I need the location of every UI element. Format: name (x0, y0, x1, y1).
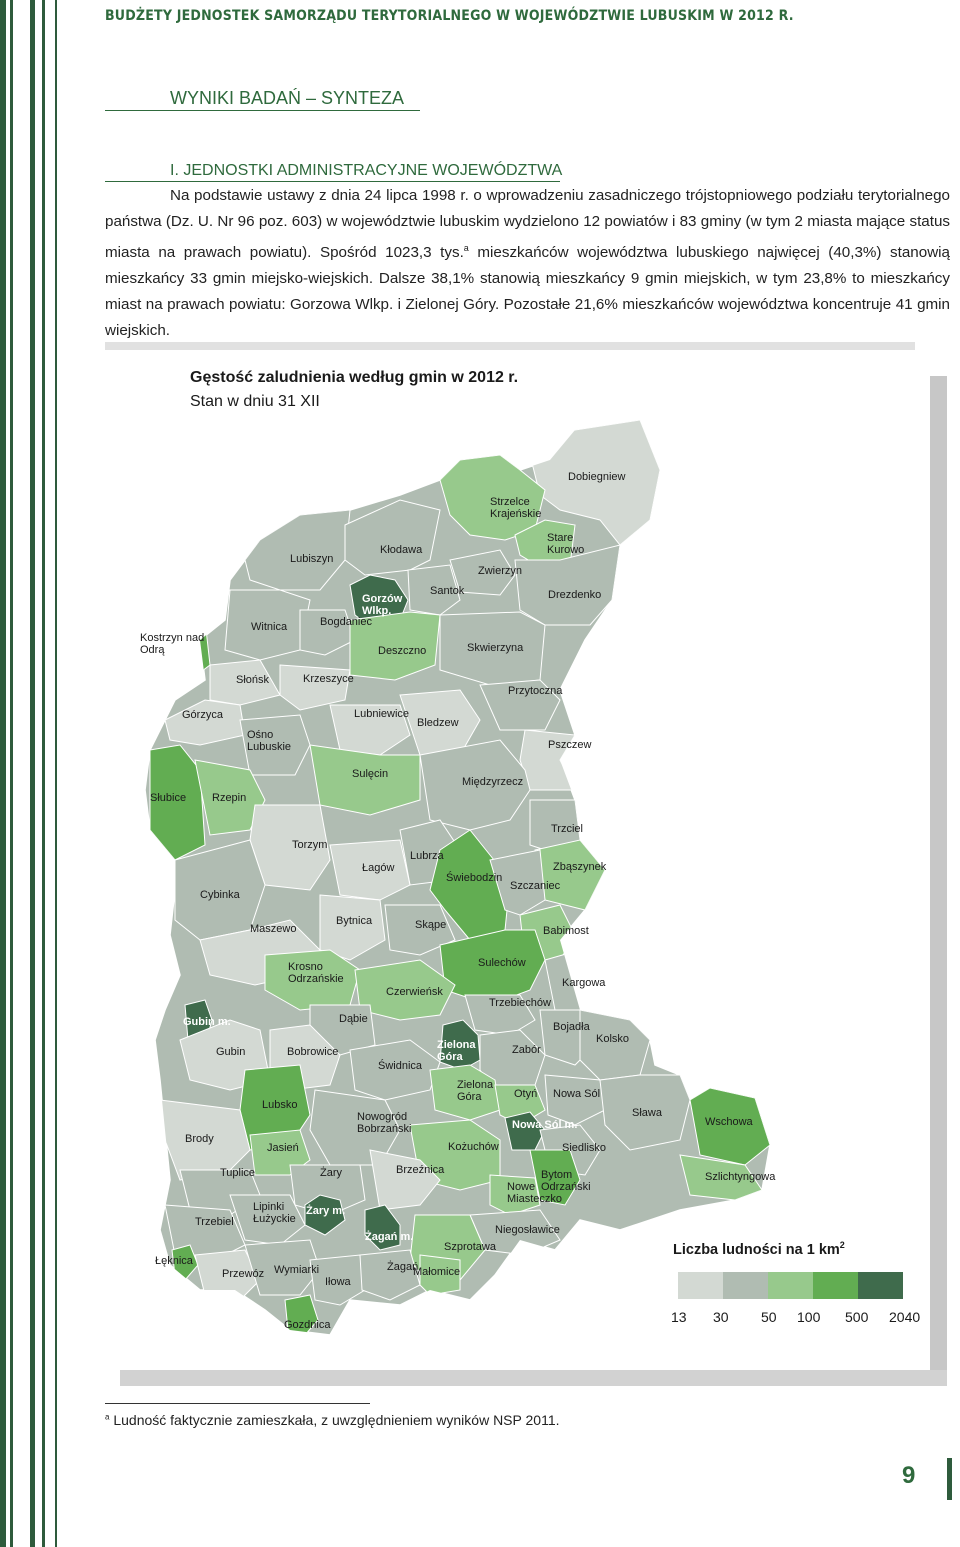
gmina-label: Nowa Sól (553, 1088, 601, 1100)
gmina-label: Lubrza (410, 850, 444, 862)
map-subtitle: Stan w dniu 31 XII (190, 393, 320, 410)
gmina-label: Nowa Sól m. (512, 1119, 578, 1131)
gmina-label: Bytom Odrzański (541, 1169, 591, 1193)
gmina-label: Bobrowice (287, 1046, 339, 1058)
legend-tick: 50 (761, 1309, 777, 1325)
gmina-label: Maszewo (250, 923, 297, 935)
page-number-bar (947, 1458, 952, 1500)
gmina-label: Lubsko (262, 1099, 298, 1111)
gmina-label: Otyń (514, 1088, 538, 1100)
gmina-label: Słubice (150, 792, 187, 804)
gmina-label: Lubniewice (354, 708, 410, 720)
gmina-label: Skąpe (415, 919, 447, 931)
gmina-label: Ośno Lubuskie (247, 729, 292, 753)
gmina-label: Strzelce Krajeńskie (490, 496, 542, 520)
gmina-label: Międzyrzecz (462, 776, 524, 788)
gmina-label: Bytnica (336, 915, 373, 927)
gmina-label: Dąbie (339, 1013, 368, 1025)
gmina-label: Kostrzyn nad Odrą (140, 632, 205, 656)
legend-tick: 500 (845, 1309, 869, 1325)
legend-tick: 13 (671, 1309, 687, 1325)
gmina-label: Sulęcin (352, 768, 389, 780)
gmina-label: Lubiszyn (290, 553, 334, 565)
paragraph-part-2: mieszkańców województwa lubuskiego najwięcej (40,3%) stanowią mieszkańcy 33 gmin miejsko-wiejskich. Dalsze 38,1% stanowią mieszkańcy 9 gmin miejskich, w tym 23,8% to mieszkańcy miast na prawach powiatu: Gorzowa Wlkp. i Zielonej Góry. Pozostałe 21,6% mieszkańców województwa koncentruje 41 gmin wiejskich. (105, 244, 950, 340)
gmina-label: Cybinka (200, 889, 240, 901)
gmina-label: Brzeźnica (396, 1164, 445, 1176)
gmina-label: Trzebiechów (489, 997, 551, 1009)
legend-tick: 100 (797, 1309, 821, 1325)
gmina-label: Brody (185, 1133, 214, 1145)
footnote (105, 1412, 560, 1428)
gmina-region (310, 745, 420, 815)
gmina-label: Niegosławice (495, 1224, 560, 1236)
gmina-label: Drezdenko (548, 589, 602, 601)
gmina-region (535, 840, 605, 910)
legend-swatch-5 (858, 1272, 903, 1299)
gmina-label: Bogdaniec (320, 616, 372, 628)
gmina-label: Przytoczna (508, 685, 563, 697)
gmina-label: Witnica (251, 621, 288, 633)
legend-swatch-2 (723, 1272, 768, 1299)
gmina-label: Lipinki Łużyckie (253, 1201, 296, 1225)
gmina-label: Łęknica (155, 1255, 193, 1267)
gmina-label: Deszczno (378, 645, 427, 657)
gmina-label: Wymiarki (274, 1264, 320, 1276)
gmina-label: Nowogród Bobrzański (357, 1111, 412, 1135)
gmina-region (580, 1010, 650, 1080)
paragraph-part-1: Na podstawie ustawy z dnia 24 lipca 1998 r. o wprowadzeniu zasadniczego trójstopniowego podziału terytorialnego państwa (Dz. U. Nr 96 poz. 603) w województwie lubuskim wydzielono 12 powiatów i 83 gminy (w tym 2 miasta mające status miasta na prawach powiatu). Spośród 1023,3 tys. (105, 187, 950, 262)
gmina-label: Szczaniec (510, 880, 561, 892)
footnote-text: Ludność faktycznie zamieszkała, z uwzględnieniem wyników NSP 2011. (109, 1412, 560, 1428)
gmina-label: Wschowa (705, 1116, 753, 1128)
gmina-label: Słońsk (236, 674, 270, 686)
gmina-label: Dobiegniew (568, 471, 626, 483)
gmina-label: Krosno Odrzańskie (288, 961, 344, 985)
gmina-label: Torzym (292, 839, 328, 851)
map-title: Gęstość zaludnienia według gmin w 2012 r. (190, 369, 519, 386)
gmina-label: Małomice (413, 1266, 461, 1278)
gmina-label: Czerwieńsk (386, 986, 443, 998)
gmina-label: Zabór (512, 1044, 541, 1056)
page-header: BUDŻETY JEDNOSTEK SAMORZĄDU TERYTORIALNEGO W WOJEWÓDZTWIE LUBUSKIM W 2012 R. (105, 8, 794, 24)
gmina-label: Żary m. (306, 1205, 346, 1217)
gmina-label: Babimost (543, 925, 589, 937)
gmina-label: Trzebiel (195, 1216, 234, 1228)
subsection-title: I. JEDNOSTKI ADMINISTRACYJNE WOJEWÓDZTWA (170, 162, 563, 179)
gmina-label: Żary (320, 1167, 342, 1179)
gmina-label: Gozdnica (284, 1319, 331, 1331)
legend-tick: 2040 (889, 1309, 921, 1325)
legend-tick: 30 (713, 1309, 729, 1325)
gmina-label: Bledzew (417, 717, 459, 729)
gmina-label: Górzyca (182, 709, 223, 721)
gmina-label: Zielona Góra (457, 1079, 494, 1103)
gmina-label: Zielona Góra (437, 1039, 476, 1063)
gmina-label: Gubin m. (183, 1016, 231, 1028)
footnote-ref: a (463, 243, 469, 253)
gmina-label: Siedlisko (562, 1142, 607, 1154)
gmina-label: Świebodzin (446, 872, 503, 884)
legend-swatch-3 (768, 1272, 813, 1299)
gmina-label: Kolsko (596, 1033, 630, 1045)
gmina-label: Jasień (267, 1142, 299, 1154)
gmina-label: Świdnica (378, 1060, 423, 1072)
gmina-label: Kożuchów (448, 1141, 499, 1153)
gmina-label: Skwierzyna (467, 642, 524, 654)
legend-title-sup: 2 (839, 1240, 845, 1250)
gmina-label: Krzeszyce (303, 673, 354, 685)
gmina-label: Tuplice (220, 1167, 256, 1179)
gmina-label: Szlichtyngowa (705, 1171, 776, 1183)
gmina-label: Żagań m. (365, 1231, 414, 1243)
gmina-label: Zbąszynek (553, 861, 607, 873)
gmina-label: Bojadła (553, 1021, 590, 1033)
legend-swatch-4 (813, 1272, 858, 1299)
gmina-label: Sulechów (478, 957, 526, 969)
gmina-label: Przewóz (222, 1268, 265, 1280)
gmina-label: Santok (430, 585, 465, 597)
gmina-label: Kargowa (562, 977, 606, 989)
gmina-label: Szprotawa (444, 1241, 496, 1253)
gmina-label: Rzepin (212, 792, 247, 804)
gmina-label: Zwierzyn (478, 565, 523, 577)
gmina-label: Żagań (387, 1261, 419, 1273)
gmina-label: Iłowa (325, 1276, 351, 1288)
page-number: 9 (902, 1462, 916, 1489)
footnote-divider (105, 1403, 370, 1404)
gmina-label: Sława (632, 1107, 662, 1119)
gmina-label: Kłodawa (380, 544, 423, 556)
legend-swatch-1 (678, 1272, 723, 1299)
gmina-label: Trzciel (551, 823, 583, 835)
section-title: WYNIKI BADAŃ – SYNTEZA (170, 88, 405, 108)
legend-title (673, 1240, 845, 1258)
gmina-label: Stare Kurowo (547, 532, 585, 556)
footnote-marker: a (105, 1412, 110, 1422)
gmina-label: Gorzów Wlkp. (362, 593, 403, 617)
legend-title-text: Liczba ludności na 1 km (673, 1241, 840, 1258)
gmina-label: Pszczew (548, 739, 592, 751)
gmina-label: Nowe Miasteczko (507, 1181, 563, 1205)
gmina-label: Gubin (216, 1046, 246, 1058)
gmina-label: Łagów (362, 862, 395, 874)
